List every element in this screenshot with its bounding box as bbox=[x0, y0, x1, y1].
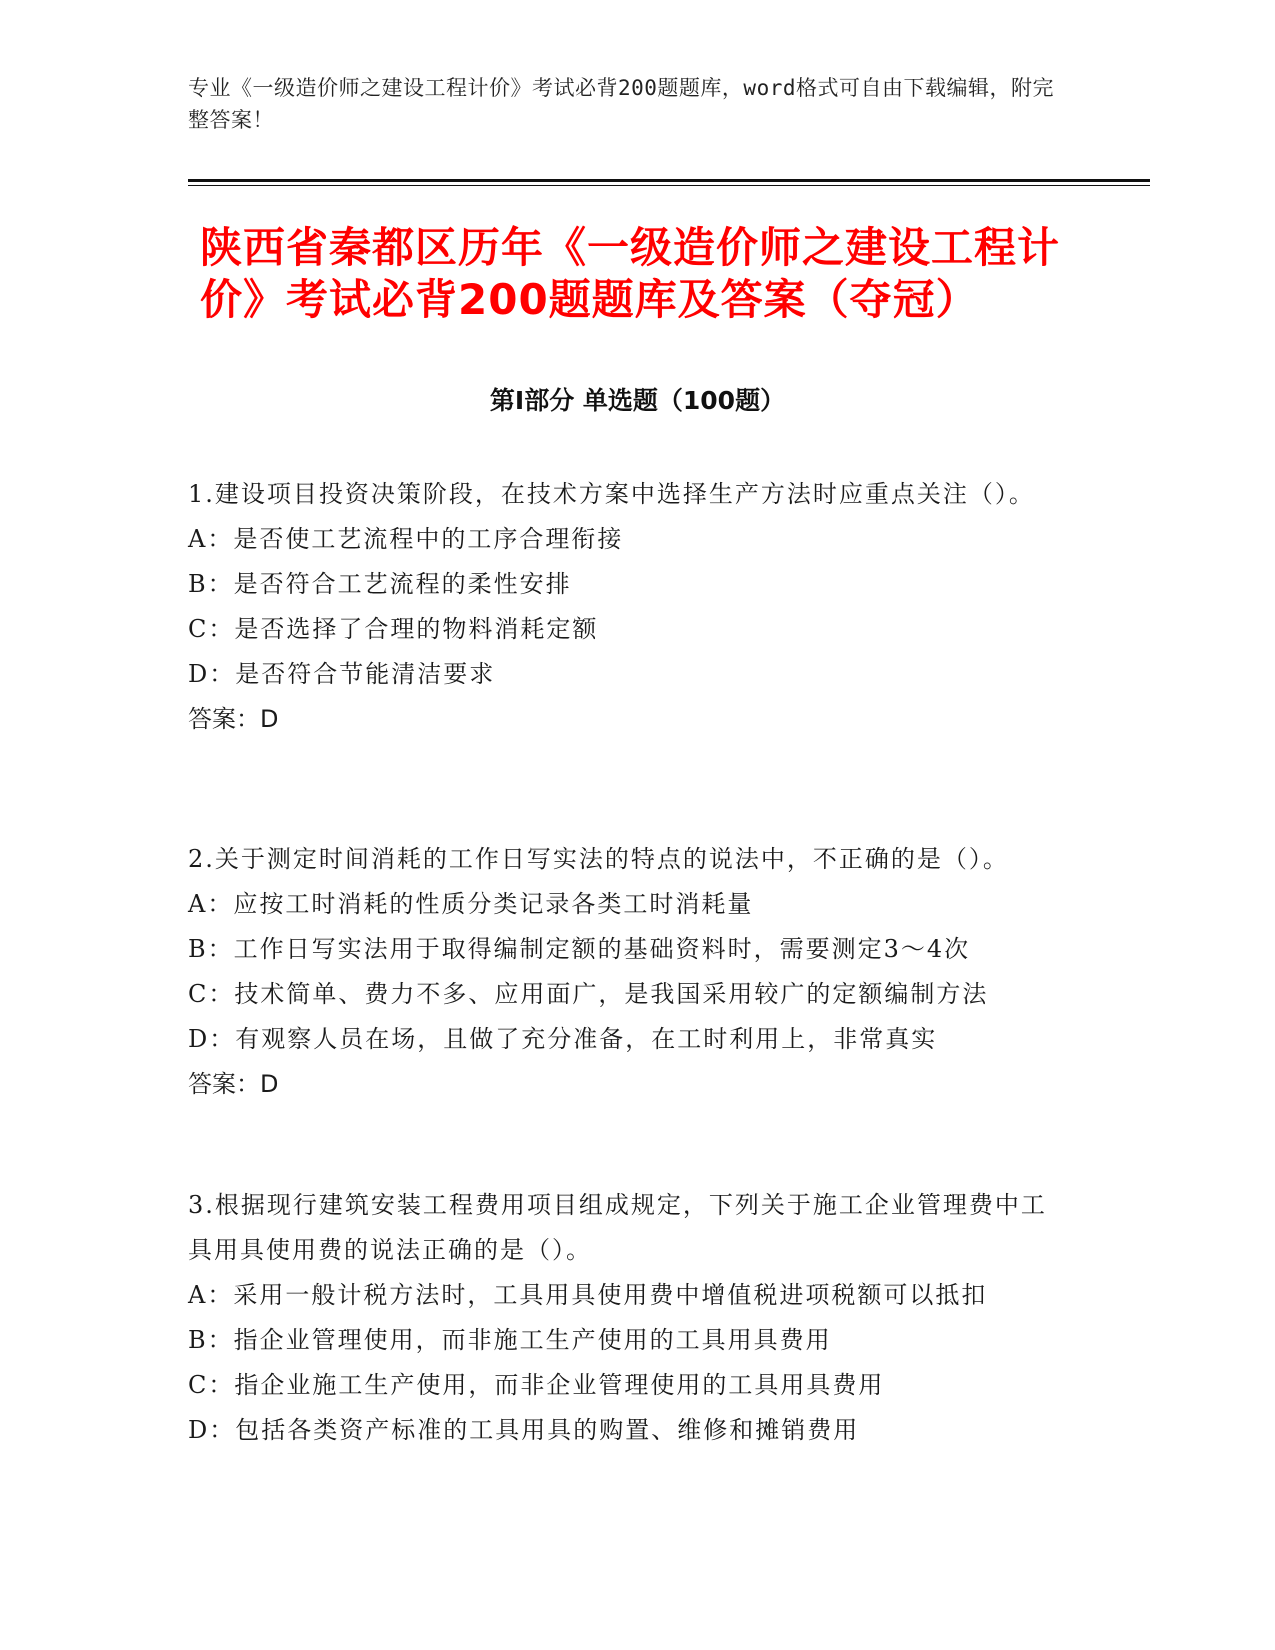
question-stem: 3.根据现行建筑安装工程费用项目组成规定，下列关于施工企业管理费中工具用具使用费的说法正确的是（）。 bbox=[188, 1191, 1047, 1264]
option-d: D：有观察人员在场，且做了充分准备，在工时利用上，非常真实 bbox=[188, 1025, 938, 1053]
header-divider-thin bbox=[188, 185, 1150, 186]
option-c: C：指企业施工生产使用，而非企业管理使用的工具用具费用 bbox=[188, 1371, 885, 1399]
option-d: D：是否符合节能清洁要求 bbox=[188, 660, 496, 688]
question-stem: 2.关于测定时间消耗的工作日写实法的特点的说法中，不正确的是（）。 bbox=[188, 845, 1009, 873]
question-stem: 1.建设项目投资决策阶段，在技术方案中选择生产方法时应重点关注（）。 bbox=[188, 480, 1035, 508]
section-title: 第Ⅰ部分 单选题（100题） bbox=[489, 386, 786, 415]
header-divider-thick bbox=[188, 179, 1150, 182]
question-2 bbox=[188, 837, 1068, 1107]
document-title: 陕西省秦都区历年《一级造价师之建设工程计价》考试必背200题题库及答案（夺冠） bbox=[200, 223, 1061, 324]
option-b: B：工作日写实法用于取得编制定额的基础资料时，需要测定3～4次 bbox=[188, 935, 971, 963]
option-a: A：采用一般计税方法时，工具用具使用费中增值税进项税额可以抵扣 bbox=[188, 1281, 988, 1309]
question-3 bbox=[188, 1183, 1068, 1453]
header-note: 专业《一级造价师之建设工程计价》考试必背200题题库，word格式可自由下载编辑，附完整答案！ bbox=[188, 76, 1054, 132]
answer: 答案：D bbox=[188, 705, 279, 733]
option-b: B：是否符合工艺流程的柔性安排 bbox=[188, 570, 572, 598]
option-a: A：是否使工艺流程中的工序合理衔接 bbox=[188, 525, 624, 553]
answer: 答案：D bbox=[188, 1070, 279, 1098]
option-c: C：技术简单、费力不多、应用面广，是我国采用较广的定额编制方法 bbox=[188, 980, 989, 1008]
option-a: A：应按工时消耗的性质分类记录各类工时消耗量 bbox=[188, 890, 754, 918]
question-1 bbox=[188, 472, 1068, 742]
option-c: C：是否选择了合理的物料消耗定额 bbox=[188, 615, 599, 643]
option-b: B：指企业管理使用，而非施工生产使用的工具用具费用 bbox=[188, 1326, 832, 1354]
option-d: D：包括各类资产标准的工具用具的购置、维修和摊销费用 bbox=[188, 1416, 860, 1444]
